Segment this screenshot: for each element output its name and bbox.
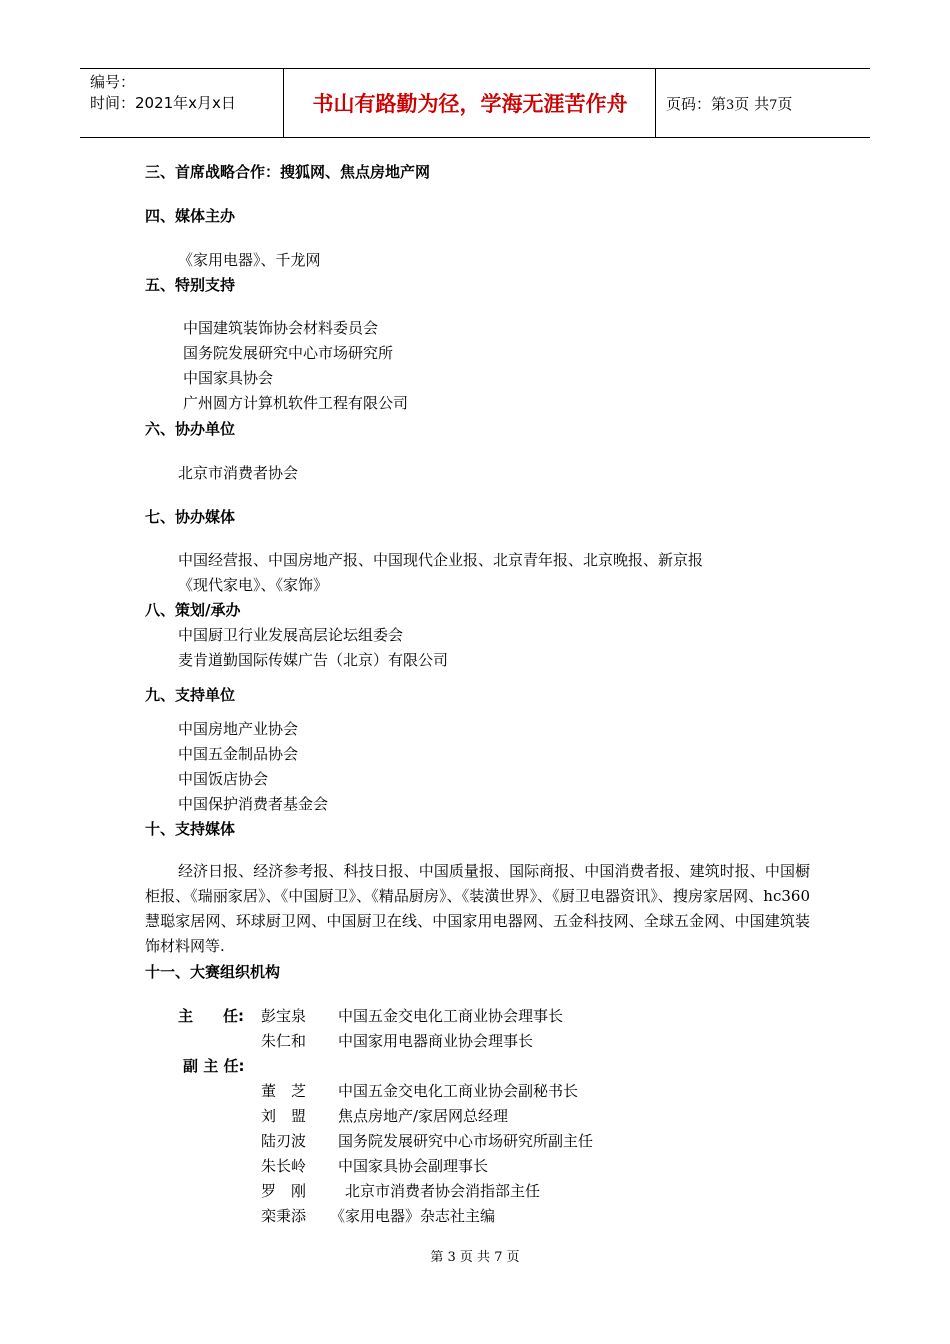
header-time-label: 时间：2021年x月x日	[90, 94, 236, 112]
section-7-item: 中国经营报、中国房地产报、中国现代企业报、北京青年报、北京晚报、新京报	[178, 551, 704, 569]
section-9-item: 中国保护消费者基金会	[178, 795, 329, 813]
deputy-role: 中国家具协会副理事长	[338, 1157, 489, 1175]
deputy-name: 刘 盟	[261, 1107, 307, 1125]
section-9-title: 九、支持单位	[145, 686, 236, 704]
header-meta	[90, 72, 236, 114]
header-page-info	[666, 93, 792, 114]
header-page-current: 3	[726, 98, 735, 113]
section-9-item: 中国饭店协会	[178, 770, 269, 788]
deputy-role: 《家用电器》杂志社主编	[330, 1207, 496, 1225]
section-5-item: 广州圆方计算机软件工程有限公司	[183, 394, 409, 412]
section-7-title: 七、协办媒体	[145, 508, 236, 526]
section-6-title: 六、协办单位	[145, 420, 236, 438]
section-7-item: 《现代家电》、《家饰》	[178, 576, 329, 594]
deputy-name: 朱长岭	[261, 1157, 307, 1175]
header-page-total: 7	[769, 98, 778, 113]
deputy-role: 中国五金交电化工商业协会副秘书长	[338, 1082, 579, 1100]
header-divider-right	[655, 69, 656, 137]
section-10-title: 十、支持媒体	[145, 820, 236, 838]
header-page-suffix: 页	[777, 95, 793, 113]
deputy-name: 罗 刚	[261, 1182, 307, 1200]
section-8-item: 中国厨卫行业发展高层论坛组委会	[178, 626, 404, 644]
director-role: 中国五金交电化工商业协会理事长	[338, 1007, 564, 1025]
section-10-paragraph: 经济日报、经济参考报、科技日报、中国质量报、国际商报、中国消费者报、建筑时报、中国橱柜报、《瑞丽家居》、《中国厨卫》、《精品厨房》、《装潢世界》、《厨卫电器资讯》、搜房家居网、hc360慧聪家居网、环球厨卫网、中国厨卫在线、中国家用电器网、五金科技网、全球五金网、中国建筑装饰材料网等.	[145, 862, 810, 955]
section-9-item: 中国五金制品协会	[178, 745, 299, 763]
page-header	[80, 68, 870, 138]
section-4-title: 四、媒体主办	[145, 207, 236, 225]
director-label: 主 任:	[178, 1007, 244, 1025]
director-name: 彭宝泉	[261, 1007, 307, 1025]
deputy-name: 董 芝	[261, 1082, 307, 1100]
header-number-label: 编号：	[90, 73, 136, 91]
header-page-prefix: 页码：第	[666, 95, 727, 113]
section-5-item: 国务院发展研究中心市场研究所	[183, 344, 394, 362]
section-5-title: 五、特别支持	[145, 276, 236, 294]
deputy-role: 焦点房地产/家居网总经理	[338, 1107, 509, 1125]
section-6-item: 北京市消费者协会	[178, 464, 299, 482]
section-5-item: 中国家具协会	[183, 369, 274, 387]
deputy-name: 栾秉添	[261, 1207, 307, 1225]
deputy-role: 北京市消费者协会消指部主任	[345, 1182, 541, 1200]
page-footer: 第 3 页 共 7 页	[430, 1250, 520, 1265]
header-motto: 书山有路勤为径，学海无涯苦作舟	[312, 92, 628, 116]
header-page-mid: 页 共	[734, 95, 770, 113]
deputy-name: 陆刃波	[261, 1132, 307, 1150]
section-11-title: 十一、大赛组织机构	[145, 963, 281, 981]
director-name: 朱仁和	[261, 1032, 307, 1050]
deputy-role: 国务院发展研究中心市场研究所副主任	[338, 1132, 594, 1150]
section-5-item: 中国建筑装饰协会材料委员会	[183, 319, 379, 337]
section-8-item: 麦肯道勤国际传媒广告（北京）有限公司	[178, 651, 449, 669]
section-8-title: 八、策划/承办	[145, 601, 241, 619]
section-9-item: 中国房地产业协会	[178, 720, 299, 738]
deputy-label: 副 主 任:	[183, 1057, 245, 1075]
section-4-item: 《家用电器》、千龙网	[178, 251, 321, 269]
section-3-title: 三、首席战略合作：搜狐网、焦点房地产网	[145, 163, 431, 181]
director-role: 中国家用电器商业协会理事长	[338, 1032, 534, 1050]
